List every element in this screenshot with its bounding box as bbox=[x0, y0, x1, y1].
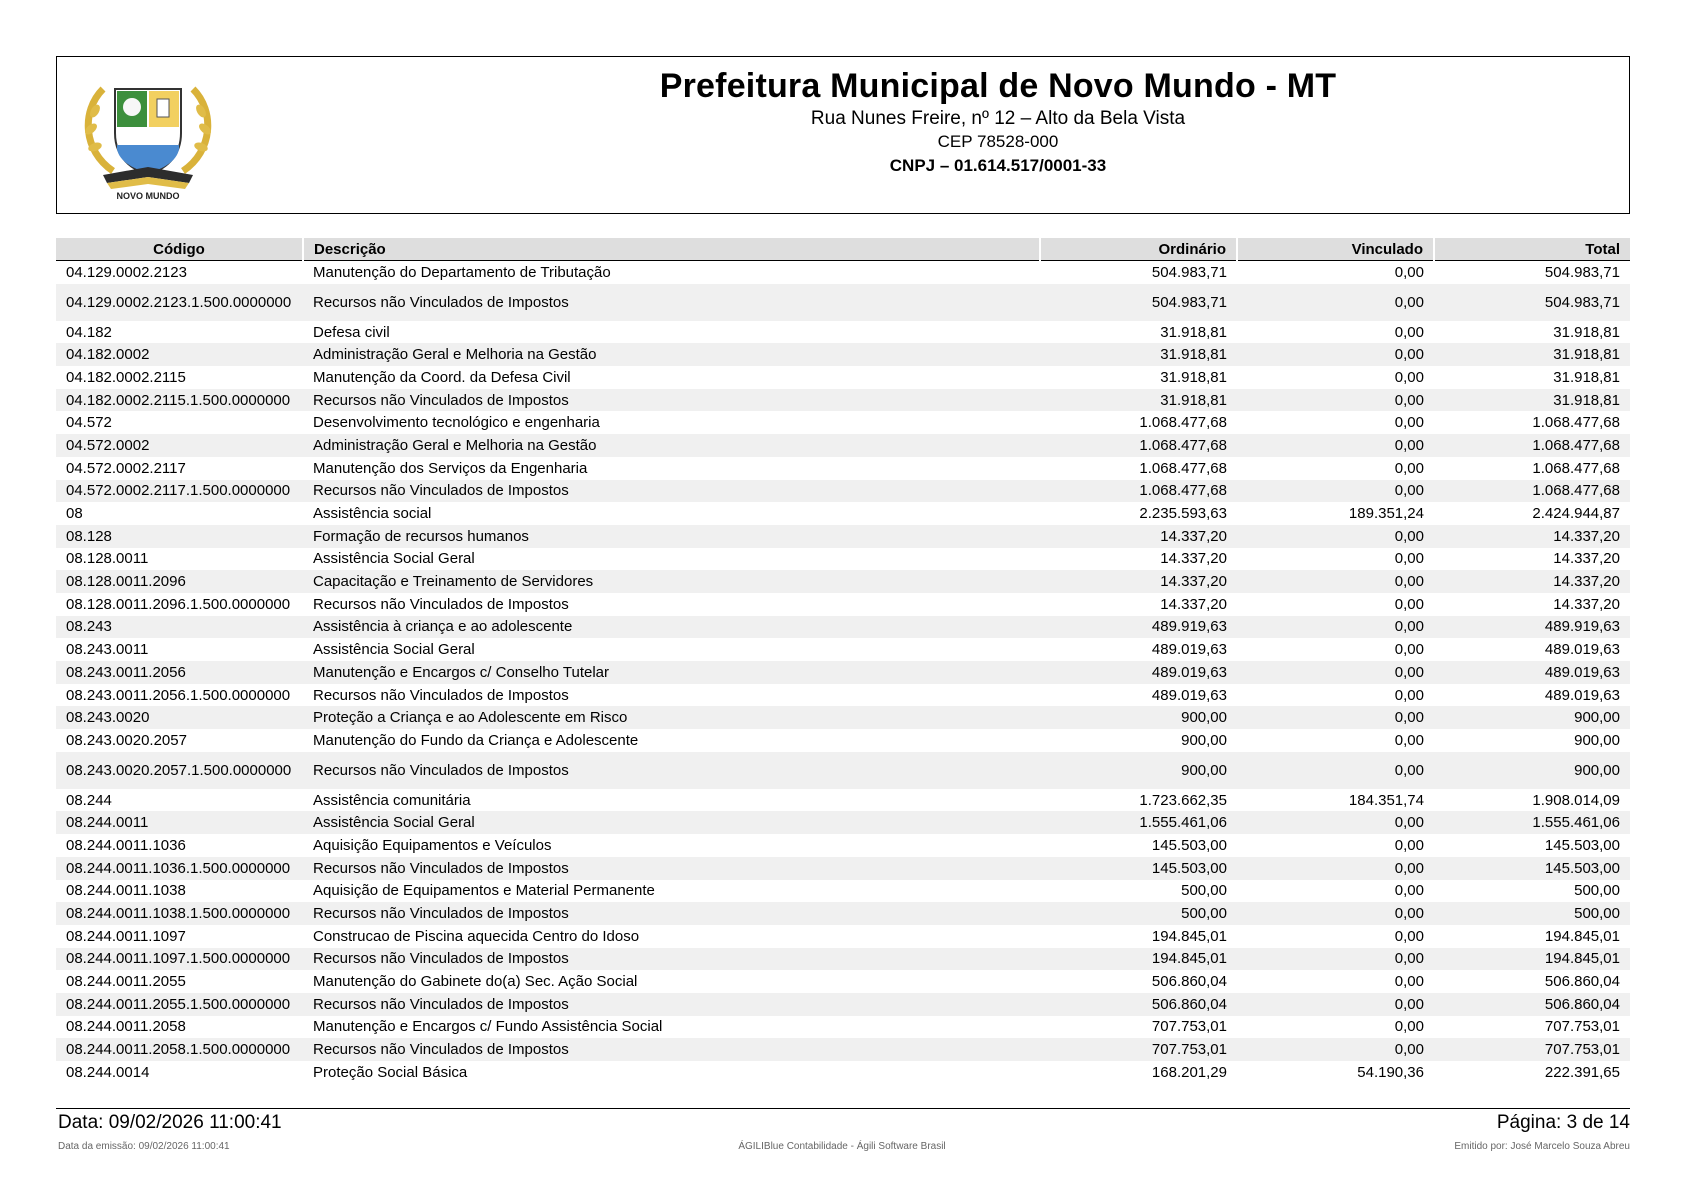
cell-total: 194.845,01 bbox=[1434, 948, 1630, 971]
cell-total: 489.919,63 bbox=[1434, 616, 1630, 639]
cell-total: 489.019,63 bbox=[1544, 686, 1620, 704]
cell-vinculado: 184.351,74 bbox=[1348, 791, 1424, 809]
cell-ordinario: 14.337,20 bbox=[1160, 595, 1227, 613]
table-row bbox=[56, 616, 1630, 639]
report-header bbox=[56, 56, 1630, 214]
cell-vinculado: 0,00 bbox=[1394, 595, 1424, 613]
cell-descricao: Manutenção da Coord. da Defesa Civil bbox=[313, 368, 571, 386]
cell-codigo: 08 bbox=[66, 505, 83, 523]
cell-vinculado: 0,00 bbox=[1394, 1018, 1424, 1036]
cell-codigo: 08.243.0020.2057 bbox=[66, 731, 187, 749]
page-title: Prefeitura Municipal de Novo Mundo - MT bbox=[659, 67, 1337, 105]
page-number: Página: 3 de 14 bbox=[1496, 1112, 1630, 1133]
cell-vinculado: 54.190,36 bbox=[1357, 1063, 1424, 1081]
cell-ordinario: 31.918,81 bbox=[1040, 389, 1237, 412]
cell-vinculado: 0,00 bbox=[1237, 811, 1434, 834]
table-row bbox=[56, 343, 1630, 366]
cell-ordinario: 900,00 bbox=[1040, 752, 1237, 789]
cell-total: 504.983,71 bbox=[1434, 284, 1630, 321]
cell-codigo: 04.572.0002.2117 bbox=[66, 459, 186, 477]
cell-ordinario: 489.019,63 bbox=[1151, 686, 1227, 704]
header-text-block bbox=[57, 67, 1629, 176]
cell-total: 707.753,01 bbox=[1434, 1038, 1630, 1061]
table-row bbox=[56, 948, 1630, 971]
cell-total: 14.337,20 bbox=[1553, 595, 1620, 613]
table-row bbox=[56, 548, 1630, 571]
cell-codigo: 08.244.0011.1036.1.500.0000000 bbox=[56, 857, 303, 880]
cell-ordinario: 489.919,63 bbox=[1040, 616, 1237, 639]
cell-codigo: 08.244 bbox=[66, 791, 112, 809]
cell-descricao: Assistência Social Geral bbox=[313, 550, 475, 568]
table-row bbox=[56, 261, 1630, 284]
footer-divider bbox=[56, 1108, 1630, 1109]
cell-total: 1.555.461,06 bbox=[1434, 811, 1630, 834]
cell-vinculado: 0,00 bbox=[1237, 1038, 1434, 1061]
cell-codigo: 04.182 bbox=[66, 323, 112, 341]
cell-ordinario: 506.860,04 bbox=[1040, 993, 1237, 1016]
cell-codigo: 08.244.0011.1097 bbox=[66, 927, 186, 945]
software-credit: ÁGILIBlue Contabilidade - Ágili Software Brasil bbox=[738, 1141, 946, 1152]
cell-total: 707.753,01 bbox=[1544, 1018, 1620, 1036]
table-row bbox=[56, 389, 1630, 412]
cell-codigo: 08.128.0011.2096 bbox=[56, 570, 303, 593]
cell-total: 1.068.477,68 bbox=[1434, 434, 1630, 457]
cell-ordinario: 1.068.477,68 bbox=[1040, 480, 1237, 503]
table-row bbox=[56, 1016, 1630, 1039]
cell-total: 145.503,00 bbox=[1544, 836, 1620, 854]
cell-codigo: 08.243.0020 bbox=[56, 706, 303, 729]
column-header-total: Total bbox=[1434, 238, 1630, 261]
cell-descricao: Aquisição Equipamentos e Veículos bbox=[313, 836, 552, 854]
cell-total: 222.391,65 bbox=[1544, 1063, 1620, 1081]
cell-ordinario: 489.019,63 bbox=[1151, 641, 1227, 659]
cell-ordinario: 489.019,63 bbox=[1040, 661, 1237, 684]
cell-codigo: 04.572.0002.2117.1.500.0000000 bbox=[56, 480, 303, 503]
table-row bbox=[56, 880, 1630, 903]
cell-vinculado: 0,00 bbox=[1237, 434, 1434, 457]
cell-ordinario: 31.918,81 bbox=[1160, 368, 1227, 386]
cell-total: 194.845,01 bbox=[1544, 927, 1620, 945]
cell-ordinario: 1.723.662,35 bbox=[1139, 791, 1227, 809]
cell-descricao: Manutenção do Gabinete do(a) Sec. Ação Social bbox=[313, 973, 638, 991]
table-row bbox=[56, 284, 1630, 321]
cell-ordinario: 31.918,81 bbox=[1040, 343, 1237, 366]
cell-ordinario: 707.753,01 bbox=[1040, 1038, 1237, 1061]
cell-codigo: 08.244.0011.1038.1.500.0000000 bbox=[56, 902, 303, 925]
cell-total: 500,00 bbox=[1574, 882, 1620, 900]
cell-descricao: Recursos não Vinculados de Impostos bbox=[313, 686, 569, 704]
table-row bbox=[56, 411, 1630, 434]
cell-vinculado: 0,00 bbox=[1394, 731, 1424, 749]
table-row bbox=[56, 638, 1630, 661]
table-row bbox=[56, 366, 1630, 389]
cell-ordinario: 506.860,04 bbox=[1151, 973, 1227, 991]
cell-total: 900,00 bbox=[1434, 752, 1630, 789]
table-row bbox=[56, 525, 1630, 548]
table-row bbox=[56, 684, 1630, 707]
cell-vinculado: 0,00 bbox=[1237, 570, 1434, 593]
cell-descricao: Aquisição de Equipamentos e Material Permanente bbox=[313, 882, 655, 900]
cell-vinculado: 0,00 bbox=[1394, 263, 1424, 281]
cell-total: 14.337,20 bbox=[1434, 570, 1630, 593]
cell-ordinario: 1.068.477,68 bbox=[1139, 459, 1227, 477]
issuer: Emitido por: José Marcelo Souza Abreu bbox=[1454, 1141, 1630, 1152]
cell-descricao: Assistência comunitária bbox=[313, 791, 471, 809]
cell-ordinario: 1.068.477,68 bbox=[1139, 414, 1227, 432]
cell-total: 14.337,20 bbox=[1553, 550, 1620, 568]
budget-table bbox=[56, 238, 1630, 1084]
table-row bbox=[56, 321, 1630, 344]
cell-ordinario: 900,00 bbox=[1181, 731, 1227, 749]
cell-ordinario: 1.068.477,68 bbox=[1040, 434, 1237, 457]
cell-total: 900,00 bbox=[1434, 706, 1630, 729]
cell-ordinario: 1.555.461,06 bbox=[1040, 811, 1237, 834]
cell-codigo: 08.128.0011 bbox=[66, 550, 149, 568]
cell-vinculado: 0,00 bbox=[1237, 902, 1434, 925]
cell-ordinario: 194.845,01 bbox=[1151, 927, 1227, 945]
table-row bbox=[56, 502, 1630, 525]
table-header-row bbox=[56, 238, 1630, 261]
cell-vinculado: 0,00 bbox=[1237, 343, 1434, 366]
cell-vinculado: 0,00 bbox=[1394, 414, 1424, 432]
cell-codigo: 04.182.0002 bbox=[56, 343, 303, 366]
cell-total: 504.983,71 bbox=[1544, 263, 1620, 281]
emission-date: Data da emissão: 09/02/2026 11:00:41 bbox=[58, 1141, 230, 1152]
table-row bbox=[56, 480, 1630, 503]
table-row bbox=[56, 706, 1630, 729]
cell-ordinario: 168.201,29 bbox=[1151, 1063, 1227, 1081]
table-row bbox=[56, 993, 1630, 1016]
table-row bbox=[56, 593, 1630, 616]
cell-ordinario: 14.337,20 bbox=[1040, 525, 1237, 548]
column-header-ordinario: Ordinário bbox=[1040, 238, 1237, 261]
cell-descricao: Assistência à criança e ao adolescente bbox=[303, 616, 1040, 639]
cell-descricao: Recursos não Vinculados de Impostos bbox=[303, 948, 1040, 971]
cell-descricao: Recursos não Vinculados de Impostos bbox=[303, 389, 1040, 412]
cell-ordinario: 504.983,71 bbox=[1040, 284, 1237, 321]
cell-ordinario: 14.337,20 bbox=[1160, 550, 1227, 568]
cell-codigo: 04.129.0002.2123 bbox=[66, 263, 187, 281]
cell-descricao: Manutenção do Fundo da Criança e Adolescente bbox=[313, 731, 639, 749]
cell-codigo: 08.244.0014 bbox=[66, 1063, 150, 1081]
cell-descricao: Desenvolvimento tecnológico e engenharia bbox=[313, 414, 600, 432]
cep: CEP 78528-000 bbox=[937, 132, 1059, 151]
column-header-vinculado: Vinculado bbox=[1237, 238, 1434, 261]
cell-total: 2.424.944,87 bbox=[1532, 505, 1620, 523]
cell-ordinario: 500,00 bbox=[1040, 902, 1237, 925]
cell-descricao: Manutenção do Departamento de Tributação bbox=[313, 263, 611, 281]
table-row bbox=[56, 434, 1630, 457]
table-row bbox=[56, 752, 1630, 789]
cell-vinculado: 0,00 bbox=[1237, 661, 1434, 684]
footer-date: Data: 09/02/2026 11:00:41 bbox=[58, 1112, 282, 1133]
cell-vinculado: 0,00 bbox=[1394, 882, 1424, 900]
cell-codigo: 08.244.0011.2058 bbox=[66, 1018, 186, 1036]
table-body bbox=[56, 261, 1630, 1084]
cell-vinculado: 0,00 bbox=[1394, 550, 1424, 568]
cell-vinculado: 0,00 bbox=[1237, 389, 1434, 412]
table-row bbox=[56, 570, 1630, 593]
cell-codigo: 08.243.0011.2056.1.500.0000000 bbox=[66, 686, 291, 704]
cell-total: 14.337,20 bbox=[1434, 525, 1630, 548]
cell-descricao: Recursos não Vinculados de Impostos bbox=[303, 752, 1040, 789]
cell-descricao: Defesa civil bbox=[313, 323, 390, 341]
cell-descricao: Recursos não Vinculados de Impostos bbox=[303, 857, 1040, 880]
cell-descricao: Recursos não Vinculados de Impostos bbox=[313, 595, 569, 613]
cell-total: 489.019,63 bbox=[1544, 641, 1620, 659]
cell-codigo: 04.572.0002 bbox=[56, 434, 303, 457]
cell-ordinario: 31.918,81 bbox=[1160, 323, 1227, 341]
cell-codigo: 08.243.0011 bbox=[66, 641, 149, 659]
cell-descricao: Recursos não Vinculados de Impostos bbox=[303, 284, 1040, 321]
cell-vinculado: 0,00 bbox=[1394, 323, 1424, 341]
cell-vinculado: 0,00 bbox=[1394, 686, 1424, 704]
cell-total: 145.503,00 bbox=[1434, 857, 1630, 880]
cell-ordinario: 145.503,00 bbox=[1040, 857, 1237, 880]
cell-total: 1.068.477,68 bbox=[1532, 459, 1620, 477]
cell-codigo: 04.572 bbox=[66, 414, 112, 432]
cell-descricao: Assistência Social Geral bbox=[303, 811, 1040, 834]
column-header-codigo: Código bbox=[56, 238, 303, 261]
cell-descricao: Proteção a Criança e ao Adolescente em Risco bbox=[303, 706, 1040, 729]
cell-descricao: Assistência social bbox=[313, 505, 432, 523]
cell-descricao: Proteção Social Básica bbox=[313, 1063, 468, 1081]
cell-total: 1.908.014,09 bbox=[1532, 791, 1620, 809]
cell-vinculado: 0,00 bbox=[1237, 948, 1434, 971]
cell-vinculado: 0,00 bbox=[1237, 993, 1434, 1016]
table-row bbox=[56, 925, 1630, 948]
cell-vinculado: 0,00 bbox=[1394, 459, 1424, 477]
cell-codigo: 08.244.0011.2058.1.500.0000000 bbox=[56, 1038, 303, 1061]
cnpj: CNPJ – 01.614.517/0001-33 bbox=[889, 156, 1107, 175]
cell-vinculado: 0,00 bbox=[1394, 641, 1424, 659]
cell-vinculado: 0,00 bbox=[1237, 525, 1434, 548]
table-row bbox=[56, 457, 1630, 480]
cell-vinculado: 0,00 bbox=[1237, 480, 1434, 503]
cell-total: 31.918,81 bbox=[1434, 389, 1630, 412]
table-row bbox=[56, 857, 1630, 880]
cell-vinculado: 0,00 bbox=[1394, 368, 1424, 386]
logo-ribbon-text: NOVO MUNDO bbox=[116, 191, 180, 201]
table-row bbox=[56, 1038, 1630, 1061]
table-row bbox=[56, 902, 1630, 925]
cell-codigo: 08.243.0011.2056 bbox=[56, 661, 303, 684]
table-row bbox=[56, 661, 1630, 684]
cell-total: 500,00 bbox=[1434, 902, 1630, 925]
cell-descricao: Manutenção dos Serviços da Engenharia bbox=[313, 459, 588, 477]
cell-total: 506.860,04 bbox=[1544, 973, 1620, 991]
cell-codigo: 08.244.0011.1038 bbox=[66, 882, 186, 900]
cell-descricao: Recursos não Vinculados de Impostos bbox=[303, 993, 1040, 1016]
cell-codigo: 04.129.0002.2123.1.500.0000000 bbox=[56, 284, 303, 321]
cell-ordinario: 14.337,20 bbox=[1040, 570, 1237, 593]
cell-vinculado: 0,00 bbox=[1237, 284, 1434, 321]
cell-ordinario: 900,00 bbox=[1040, 706, 1237, 729]
table-row bbox=[56, 970, 1630, 993]
cell-vinculado: 0,00 bbox=[1237, 706, 1434, 729]
cell-vinculado: 0,00 bbox=[1237, 752, 1434, 789]
cell-total: 900,00 bbox=[1574, 731, 1620, 749]
cell-descricao: Capacitação e Treinamento de Servidores bbox=[303, 570, 1040, 593]
cell-total: 31.918,81 bbox=[1553, 323, 1620, 341]
cell-descricao: Manutenção e Encargos c/ Conselho Tutelar bbox=[303, 661, 1040, 684]
cell-codigo: 08.243 bbox=[56, 616, 303, 639]
cell-codigo: 08.244.0011 bbox=[56, 811, 303, 834]
cell-ordinario: 145.503,00 bbox=[1151, 836, 1227, 854]
cell-vinculado: 0,00 bbox=[1237, 857, 1434, 880]
table-row bbox=[56, 1061, 1630, 1084]
cell-descricao: Manutenção e Encargos c/ Fundo Assistência Social bbox=[313, 1018, 663, 1036]
table-row bbox=[56, 834, 1630, 857]
cell-codigo: 08.243.0020.2057.1.500.0000000 bbox=[56, 752, 303, 789]
cell-descricao: Construcao de Piscina aquecida Centro do Idoso bbox=[313, 927, 640, 945]
cell-descricao: Recursos não Vinculados de Impostos bbox=[303, 902, 1040, 925]
address: Rua Nunes Freire, nº 12 – Alto da Bela Vista bbox=[810, 108, 1186, 129]
cell-vinculado: 0,00 bbox=[1394, 836, 1424, 854]
cell-total: 489.019,63 bbox=[1434, 661, 1630, 684]
cell-descricao: Assistência Social Geral bbox=[313, 641, 475, 659]
cell-codigo: 04.182.0002.2115.1.500.0000000 bbox=[56, 389, 303, 412]
cell-vinculado: 0,00 bbox=[1237, 616, 1434, 639]
table-row bbox=[56, 789, 1630, 812]
cell-vinculado: 0,00 bbox=[1394, 973, 1424, 991]
cell-codigo: 08.244.0011.1036 bbox=[66, 836, 186, 854]
cell-ordinario: 500,00 bbox=[1181, 882, 1227, 900]
cell-ordinario: 707.753,01 bbox=[1151, 1018, 1227, 1036]
cell-ordinario: 2.235.593,63 bbox=[1139, 505, 1227, 523]
cell-descricao: Administração Geral e Melhoria na Gestão bbox=[303, 434, 1040, 457]
cell-descricao: Recursos não Vinculados de Impostos bbox=[303, 480, 1040, 503]
cell-ordinario: 504.983,71 bbox=[1151, 263, 1227, 281]
cell-codigo: 04.182.0002.2115 bbox=[66, 368, 186, 386]
cell-total: 31.918,81 bbox=[1434, 343, 1630, 366]
cell-codigo: 08.244.0011.2055.1.500.0000000 bbox=[56, 993, 303, 1016]
cell-codigo: 08.244.0011.2055 bbox=[66, 973, 186, 991]
cell-vinculado: 189.351,24 bbox=[1348, 505, 1424, 523]
cell-total: 1.068.477,68 bbox=[1532, 414, 1620, 432]
cell-descricao: Administração Geral e Melhoria na Gestão bbox=[303, 343, 1040, 366]
cell-descricao: Recursos não Vinculados de Impostos bbox=[303, 1038, 1040, 1061]
cell-total: 1.068.477,68 bbox=[1434, 480, 1630, 503]
cell-total: 506.860,04 bbox=[1434, 993, 1630, 1016]
cell-codigo: 08.244.0011.1097.1.500.0000000 bbox=[56, 948, 303, 971]
column-header-descricao: Descrição bbox=[303, 238, 1040, 261]
table-row bbox=[56, 729, 1630, 752]
cell-ordinario: 194.845,01 bbox=[1040, 948, 1237, 971]
cell-total: 31.918,81 bbox=[1553, 368, 1620, 386]
table-row bbox=[56, 811, 1630, 834]
cell-codigo: 08.128.0011.2096.1.500.0000000 bbox=[66, 595, 291, 613]
cell-descricao: Formação de recursos humanos bbox=[303, 525, 1040, 548]
cell-vinculado: 0,00 bbox=[1394, 927, 1424, 945]
cell-codigo: 08.128 bbox=[56, 525, 303, 548]
